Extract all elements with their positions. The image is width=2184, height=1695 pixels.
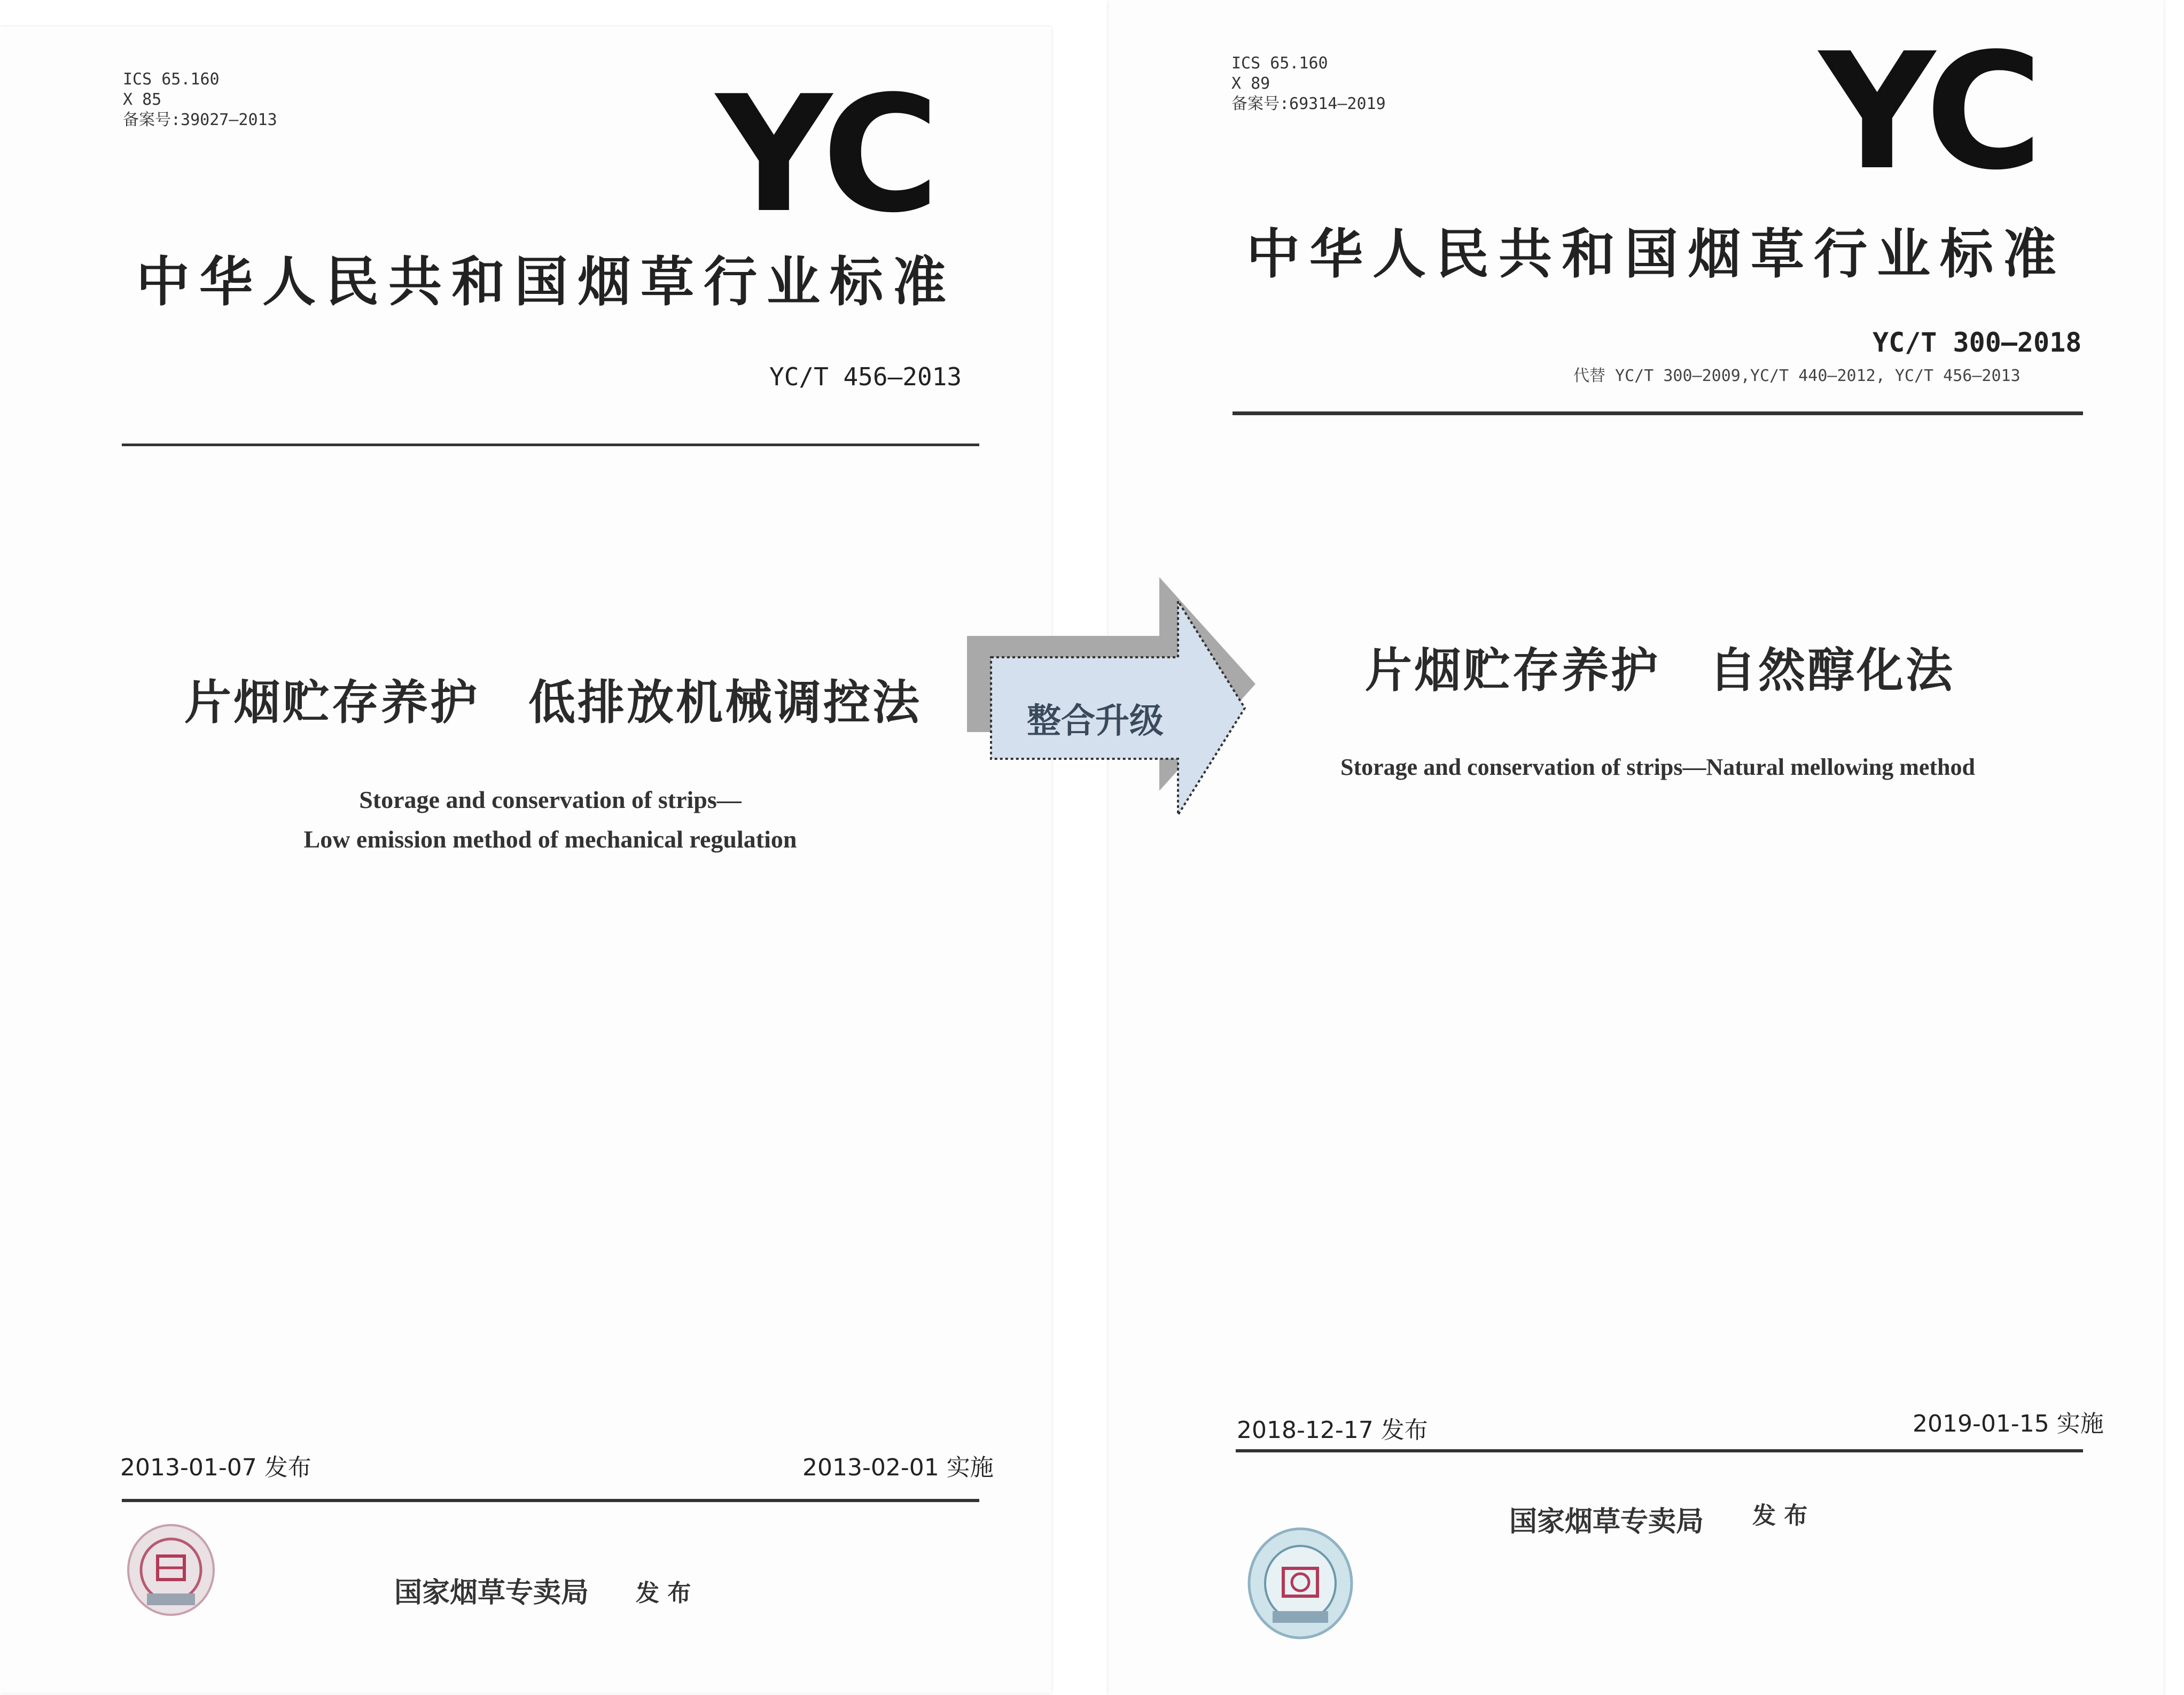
left-en-title-line1: Storage and conservation of strips— [359,786,742,813]
left-certification-seal [126,1523,216,1616]
left-footer-rule [122,1499,979,1502]
left-meta-record: 备案号:39027—2013 [123,111,277,129]
left-standard-code: YC/T 456—2013 [769,362,962,391]
right-en-title: Storage and conservation of strips—Natural mellowing method [1340,754,1975,780]
right-issue-label: 发 布 [1752,1502,1808,1529]
right-meta-class: X 89 [1231,74,1270,93]
left-standard-cover [0,27,1051,1693]
right-effective-date: 2019-01-15 实施 [1913,1410,2104,1437]
right-standard-code: YC/T 300—2018 [1873,327,2082,358]
right-standard-title: 中华人民共和国烟草行业标准 [1246,222,2066,285]
right-standard-cover [1109,0,2164,1695]
left-publish-date: 2013-01-07 发布 [120,1454,311,1481]
left-issue-label: 发 布 [636,1580,691,1607]
left-header-rule [122,444,979,446]
left-en-title [0,780,1101,859]
upgrade-arrow-label: 整合升级 [1027,702,1164,741]
right-meta-record: 备案号:69314—2019 [1231,95,1386,113]
right-replaces-note: 代替 YC/T 300—2009,YC/T 440—2012, YC/T 456—2013 [1573,367,2021,385]
left-cn-title: 片烟贮存养护 低排放机械调控法 [184,675,922,730]
right-issuer: 国家烟草专卖局 [1509,1506,1704,1538]
right-header-rule [1233,411,2083,415]
left-yc-logo: YC [716,61,935,248]
right-yc-logo: YC [1819,19,2039,205]
right-cn-title: 片烟贮存养护 自然醇化法 [1365,643,1955,698]
left-effective-date: 2013-02-01 实施 [802,1454,994,1481]
left-standard-title: 中华人民共和国烟草行业标准 [136,250,956,313]
left-en-title-line2: Low emission method of mechanical regulation [303,826,797,853]
right-meta-ics: ICS 65.160 [1231,54,1328,73]
left-meta-block [123,69,277,130]
right-publish-date: 2018-12-17 发布 [1237,1417,1428,1444]
left-meta-ics: ICS 65.160 [123,70,220,89]
left-meta-class: X 85 [123,90,162,109]
right-certification-seal [1246,1526,1355,1640]
left-issuer: 国家烟草专卖局 [394,1577,589,1609]
right-meta-block [1231,53,1386,114]
right-footer-rule [1236,1449,2083,1452]
